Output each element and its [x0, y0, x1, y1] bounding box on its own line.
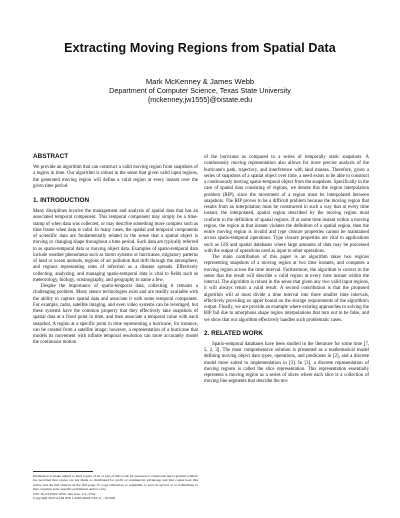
related-work-paragraph: Spatio-temporal databases have been studied in the literature for some time [7, 5, 2, 3]. The most comprehensive solution is presented as a mathematical model defining moving object data types, operations, and predicates in [2], and a discrete model more suited to implementation in [3]. In [3], a discrete representation of moving regions is called the slice representation. This representation essentially represents a moving region as a series of slices where each slice is a collection of moving line segments that describe the mo- — [204, 341, 369, 385]
footnote-copyright: Copyright 2010 ACM 978-1-4503-0428-3/10/11 ...$10.00. — [33, 496, 116, 501]
right-paragraph-2: The main contribution of this paper is an algorithm takes two regions representing snapshots of a moving region at two time instants, and computes a moving region across the time interval. Furthermore, the algorithm is correct in the sense that the result will describe a valid region at every time instant within the interval. The algorithm is robust in the sense that given any two valid input regions, it will always return a valid result. A second contribution is that the proposed algorithm will at most divide a time interval into three smaller time intervals, effectively providing an upper bound on the storage requirements of the algorithm's output. Finally, we are provide an example where existing approaches to solving the RIP fail due to amorphous shape region interpolations that turn out to be false, and we show that our algorithm effectively handles such problematic cases. — [204, 255, 369, 323]
copyright-footnote — [33, 474, 198, 500]
footnote-rule — [33, 471, 93, 472]
footnote-permission: Permission to make digital or hard copies of all or part of this work for personal or classroom use is granted without fee provided that copies are not made or distributed for profit or commercial advantage and that copies bear this notice and the full citation on the first page. To copy otherwise, to republish, to post on servers or to redistribute to lists, requires prior specific permission and/or a fee. — [33, 474, 198, 492]
footnote-conference: GIS '10, 03-NOV-2010, San Jose, CA, USA. — [33, 491, 97, 496]
paper-title: Extracting Moving Regions from Spatial Data — [64, 41, 336, 55]
author-emails: {mckenney,jw1555}@txstate.edu — [147, 95, 253, 104]
intro-paragraph-2: Despite the importance of spatio-temporal data, collecting it remains a challenging problem. Many sensor technologies exist and are readily available with the ability to capture spatial data and associate it with some temporal component. For example, radar, satellite imaging, and even video systems can be leveraged, but these systems have the common property that they effectively take snapshots of spatial data at a fixed point in time, and then associate a temporal value with each snapshot. A region at a specific point in time representing a hurricane, for instance, can be created from a satellite image; however, a representation of a hurricane that models its movement with infinite temporal resolution can more accurately model the continuous motion — [33, 284, 198, 346]
author-block — [20, 77, 380, 104]
abstract-text: We provide an algorithm that can construct a valid moving region from snapshots of a region in time. Our algorithm is robust in the sense that given valid input regions, the generated moving region will define a valid region at every instant over the given time period. — [33, 165, 198, 189]
left-column — [33, 153, 198, 347]
right-column — [204, 155, 369, 386]
author-affiliation: Department of Computer Science, Texas State University — [109, 86, 291, 95]
intro-paragraph-1: Many disciplines involve the management and analysis of spatial data that has an associated temporal component. This temporal component may simply be a time-stamp of when data was collected, or may describe something more complex such as time frame when data is valid. In many cases, the spatial and temporal components of scientific data are fundamentally related in the sense that a spatial object is moving or changing shape throughout a time period. Such data are typically referred to as spatio-temporal data or moving object data. Examples of spatio-temporal data include weather phenomena such as storm systems or hurricanes, migratory patterns of land or ocean animals, regions of air pollution that drift through the atmosphere, and regions representing rates of infection as a disease spreads. Effectively collecting, analyzing, and managing spatio-temporal data is vital to fields such as meteorology, biology, oceanography, and geography to name a few. — [33, 209, 198, 283]
introduction-heading: 1. INTRODUCTION — [33, 197, 90, 204]
author-names: Mark McKenney & James Webb — [145, 77, 255, 86]
right-paragraph-1: of the hurricane as compared to a series of temporally static snapshots. A continuously moving representation also allows for more precise analysis of the hurricane's path, trajectory, and interference with land masses. Therefore, given a series of snapshots of a spatial object over time, a need exists to be able to construct a continuously moving spatio-temporal object from the snapshots. Specifically in the case of spatial data consisting of regions, we denote this the region interpolation problem (RIP), since the movement of a region must be interpolated between snapshots. The RIP proves to be a difficult problem because the moving region that results from an interpolation must be constructed in such a way that at every time instant, the interpolated, spatial region described by the moving region must conform to the definition of spatial regions. If at some time instant within a moving region, the region at that instant violates the definition of a spatial region, then the entire moving region is invalid and type closure properties cannot be maintained across spatio-temporal operations. Type closure properties are vital to applications such as GIS and spatial databases where large amounts of data may be processed with the output of operations used as input to other operations. — [204, 155, 369, 254]
related-work-heading: 2. RELATED WORK — [204, 329, 263, 337]
abstract-heading: ABSTRACT — [33, 153, 69, 160]
